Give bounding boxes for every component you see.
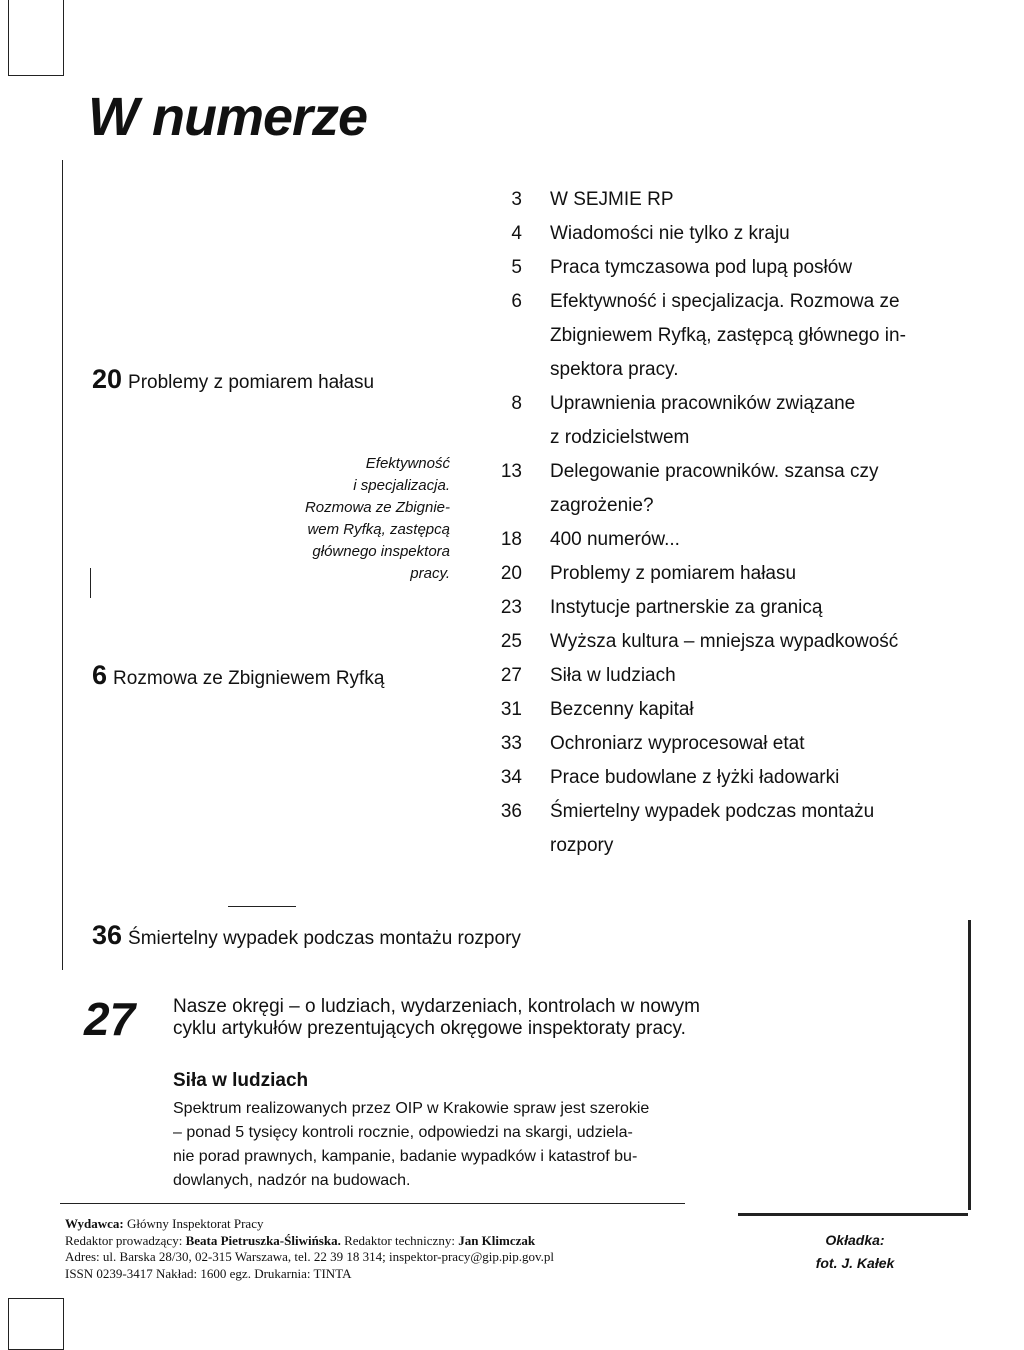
toc-title-line: spektora pracy. bbox=[550, 359, 679, 380]
article-body-line: nie porad prawnych, kampanie, badanie wypadków i katastrof bu- bbox=[173, 1148, 638, 1165]
imprint-editor-value: Beata Pietruszka-Śliwińska. bbox=[185, 1232, 341, 1248]
toc-page-number: 3 bbox=[511, 189, 522, 210]
caption-line: głównego inspektora bbox=[312, 543, 450, 560]
toc-title-line: Prace budowlane z łyżki ładowarki bbox=[550, 767, 840, 788]
article-page-number: 27 bbox=[84, 993, 136, 1045]
corner-box-bottom bbox=[8, 1298, 64, 1350]
toc-page-number: 34 bbox=[500, 767, 522, 788]
caption-line: Efektywność bbox=[365, 455, 450, 472]
page-title: W numerze bbox=[88, 87, 368, 147]
toc-title-line: z rodzicielstwem bbox=[550, 427, 690, 448]
imprint-issn: ISSN 0239-3417 Nakład: 1600 egz. Drukarnia: TINTA bbox=[65, 1265, 352, 1281]
imprint-tech-editor-label: Redaktor techniczny: bbox=[344, 1232, 455, 1248]
toc-page-number: 23 bbox=[500, 597, 522, 618]
feature-noise bbox=[92, 364, 374, 395]
toc-title-line: Śmiertelny wypadek podczas montażu bbox=[550, 801, 875, 822]
toc-title-line: Praca tymczasowa pod lupą posłów bbox=[550, 257, 853, 278]
toc-page-number: 4 bbox=[511, 223, 522, 244]
article-intro: Nasze okręgi – o ludziach, wydarzeniach, kontrolach w nowym cyklu artykułów prezentujących okręgowe inspektoraty pracy. bbox=[173, 996, 700, 1039]
toc-title-line: Efektywność i specjalizacja. Rozmowa ze bbox=[550, 291, 900, 312]
article-body-line: dowlanych, nadzór na budowach. bbox=[173, 1172, 411, 1189]
caption-line: wem Ryfką, zastępcą bbox=[307, 521, 450, 538]
short-rule bbox=[228, 906, 296, 907]
toc-title-line: rozpory bbox=[550, 835, 614, 856]
feature-accident bbox=[92, 920, 521, 951]
imprint-editors bbox=[65, 1233, 745, 1250]
feature-interview-title: Rozmowa ze Zbigniewem Ryfką bbox=[113, 668, 385, 689]
imprint bbox=[65, 1216, 745, 1282]
article-heading: Siła w ludziach bbox=[173, 1070, 309, 1091]
imprint-address: Adres: ul. Barska 28/30, 02-315 Warszawa, tel. 22 39 18 314; inspektor-pracy@gip.pip.gov.pl bbox=[65, 1249, 555, 1264]
caption-line: pracy. bbox=[410, 565, 450, 582]
feature-interview bbox=[92, 660, 384, 691]
toc-title-line: Instytucje partnerskie za granicą bbox=[550, 597, 823, 618]
feature-interview-page: 6 bbox=[92, 660, 108, 690]
feature-noise-page: 20 bbox=[92, 364, 123, 394]
caption-line: i specjalizacja. bbox=[353, 477, 450, 494]
toc-title-line: Wyższa kultura – mniejsza wypadkowość bbox=[550, 631, 899, 652]
margin-rule-left bbox=[62, 160, 63, 970]
imprint-tech-editor-value: Jan Klimczak bbox=[458, 1232, 536, 1248]
toc-title-line: Wiadomości nie tylko z kraju bbox=[550, 223, 790, 244]
cover-photographer: fot. J. Kałek bbox=[815, 1255, 895, 1271]
imprint-rule bbox=[60, 1203, 685, 1204]
imprint-publisher-value: Główny Inspektorat Pracy bbox=[127, 1216, 264, 1231]
toc-page-number: 18 bbox=[500, 529, 522, 550]
feature-accident-title: Śmiertelny wypadek podczas montażu rozpory bbox=[128, 928, 521, 949]
photo-caption bbox=[255, 453, 450, 585]
toc-title-line: Uprawnienia pracowników związane bbox=[550, 393, 856, 414]
imprint-publisher-label: Wydawca: bbox=[65, 1216, 124, 1231]
toc-page-number: 5 bbox=[511, 257, 522, 278]
toc-title-line: Ochroniarz wyprocesował etat bbox=[550, 733, 805, 754]
article-body-line: Spektrum realizowanych przez OIP w Krakowie spraw jest szerokie bbox=[173, 1100, 650, 1117]
toc-title-line: Problemy z pomiarem hałasu bbox=[550, 563, 797, 584]
toc-page-number: 36 bbox=[500, 801, 522, 822]
toc-title-line: 400 numerów... bbox=[550, 529, 680, 550]
toc-title-line: Delegowanie pracowników. szansa czy bbox=[550, 461, 879, 482]
imprint-publisher bbox=[65, 1216, 745, 1233]
feature-noise-title: Problemy z pomiarem hałasu bbox=[128, 372, 375, 393]
article-body bbox=[173, 1097, 713, 1193]
margin-rule-tick bbox=[90, 568, 91, 598]
toc-page-number: 20 bbox=[500, 563, 522, 584]
toc-title-line: W SEJMIE RP bbox=[550, 189, 674, 210]
toc-page-number: 6 bbox=[511, 291, 522, 312]
toc-page-number: 13 bbox=[500, 461, 522, 482]
cover-rule bbox=[738, 1213, 968, 1216]
toc-page-number: 27 bbox=[500, 665, 522, 686]
toc-title-line: Siła w ludziach bbox=[550, 665, 676, 686]
margin-rule-right bbox=[968, 920, 971, 1210]
toc-page-number: 8 bbox=[511, 393, 522, 414]
toc-page-number: 31 bbox=[500, 699, 522, 720]
toc-page-number: 33 bbox=[500, 733, 522, 754]
feature-accident-page: 36 bbox=[92, 920, 123, 950]
toc-page-number: 25 bbox=[500, 631, 522, 652]
cover-label: Okładka: bbox=[825, 1232, 885, 1248]
toc-title-line: Zbigniewem Ryfką, zastępcą głównego in- bbox=[550, 325, 906, 346]
caption-line: Rozmowa ze Zbignie- bbox=[304, 499, 450, 516]
corner-box-top bbox=[8, 0, 64, 76]
cover-credit bbox=[790, 1229, 920, 1275]
toc-title-line: Bezcenny kapitał bbox=[550, 699, 694, 720]
article-body-line: – ponad 5 tysięcy kontroli rocznie, odpowiedzi na skargi, udziela- bbox=[173, 1124, 633, 1141]
toc-title-line: zagrożenie? bbox=[550, 495, 654, 516]
imprint-editor-label: Redaktor prowadzący: bbox=[65, 1232, 183, 1248]
